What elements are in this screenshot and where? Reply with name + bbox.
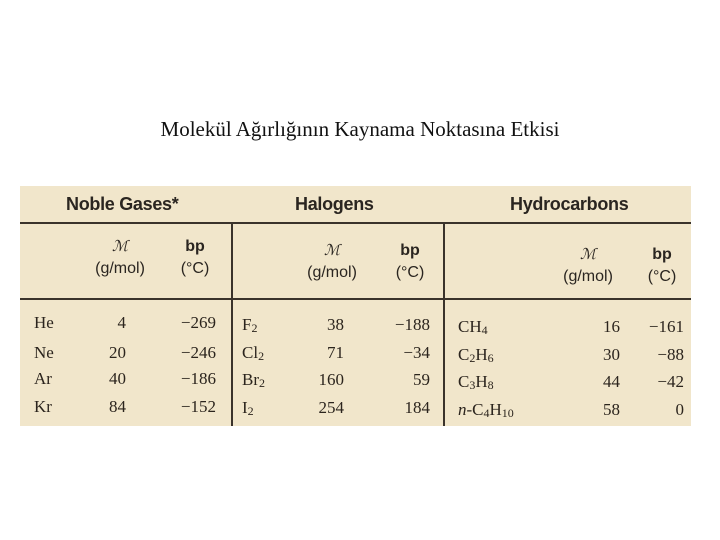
mass-symbol: ℳ bbox=[111, 239, 129, 255]
bp-unit: (°C) bbox=[395, 264, 425, 281]
hydrocarbon-formula: $n-C_4H_{10}$ bbox=[458, 400, 514, 420]
mass-symbol: ℳ bbox=[323, 243, 341, 259]
hydrocarbon-bp: −88 bbox=[657, 345, 684, 364]
halogen-mass: 38 bbox=[327, 315, 344, 334]
hydrocarbon-mass: 30 bbox=[603, 345, 620, 364]
noble-gas-bp: −246 bbox=[180, 343, 216, 362]
noble-gas-mass: 84 bbox=[109, 397, 126, 416]
hydrocarbon-formula: $CH_4$ bbox=[458, 317, 488, 337]
halogen-bp: 184 bbox=[404, 398, 430, 417]
noble-gas-bp: −186 bbox=[180, 369, 216, 388]
header-mass-hydrocarbons bbox=[548, 244, 628, 288]
mass-unit: (g/mol) bbox=[95, 260, 145, 277]
hydrocarbon-formula: $C_2H_6$ bbox=[458, 345, 494, 365]
bp-unit: (°C) bbox=[180, 260, 210, 277]
bp-label: bp bbox=[652, 246, 672, 263]
halogen-bp: 59 bbox=[413, 370, 430, 389]
halogen-formula: $I_2$ bbox=[242, 398, 254, 418]
column-divider-2 bbox=[443, 223, 445, 426]
mass-symbol: ℳ bbox=[579, 247, 597, 263]
halogen-mass: 254 bbox=[318, 398, 344, 417]
boiling-point-table bbox=[20, 186, 691, 426]
column-divider-1 bbox=[231, 223, 233, 426]
header-mass-noble bbox=[80, 236, 160, 280]
hydrocarbon-mass: 44 bbox=[603, 372, 620, 391]
noble-gas-bp: −152 bbox=[180, 397, 216, 416]
noble-gas-mass: 40 bbox=[109, 369, 126, 388]
bp-unit: (°C) bbox=[647, 268, 677, 285]
halogen-mass: 160 bbox=[318, 370, 344, 389]
hydrocarbon-mass: 16 bbox=[603, 317, 620, 336]
halogen-bp: −34 bbox=[403, 343, 430, 362]
top-rule bbox=[20, 222, 691, 224]
section-title-noble-gases: Noble Gases* bbox=[66, 194, 179, 214]
halogen-formula: $F_2$ bbox=[242, 315, 258, 335]
noble-gas-name: He bbox=[34, 313, 54, 332]
header-bp-hydrocarbons bbox=[637, 244, 687, 288]
noble-gas-mass: 20 bbox=[109, 343, 126, 362]
section-title-hydrocarbons: Hydrocarbons bbox=[510, 194, 629, 214]
section-title-halogens: Halogens bbox=[295, 194, 374, 214]
header-bp-halogens bbox=[385, 240, 435, 284]
hydrocarbon-bp: −42 bbox=[657, 372, 684, 391]
header-bp-noble bbox=[170, 236, 220, 280]
halogen-formula: $Cl_2$ bbox=[242, 343, 265, 363]
slide-title: Molekül Ağırlığının Kaynama Noktasına Etkisi bbox=[160, 117, 560, 141]
bp-label: bp bbox=[400, 242, 420, 259]
noble-gas-name: Ar bbox=[34, 369, 52, 388]
halogen-bp: −188 bbox=[394, 315, 430, 334]
noble-gas-mass: 4 bbox=[117, 313, 126, 332]
header-rule bbox=[20, 298, 691, 300]
header-mass-halogens bbox=[292, 240, 372, 284]
noble-gas-name: Kr bbox=[34, 397, 52, 416]
halogen-formula: $Br_2$ bbox=[242, 370, 265, 390]
halogen-mass: 71 bbox=[327, 343, 344, 362]
mass-unit: (g/mol) bbox=[563, 268, 613, 285]
noble-gas-bp: −269 bbox=[180, 313, 216, 332]
hydrocarbon-mass: 58 bbox=[603, 400, 620, 419]
bp-label: bp bbox=[185, 238, 205, 255]
hydrocarbon-formula: $C_3H_8$ bbox=[458, 372, 494, 392]
hydrocarbon-bp: 0 bbox=[675, 400, 684, 419]
noble-gas-name: Ne bbox=[34, 343, 54, 362]
hydrocarbon-bp: −161 bbox=[648, 317, 684, 336]
mass-unit: (g/mol) bbox=[307, 264, 357, 281]
